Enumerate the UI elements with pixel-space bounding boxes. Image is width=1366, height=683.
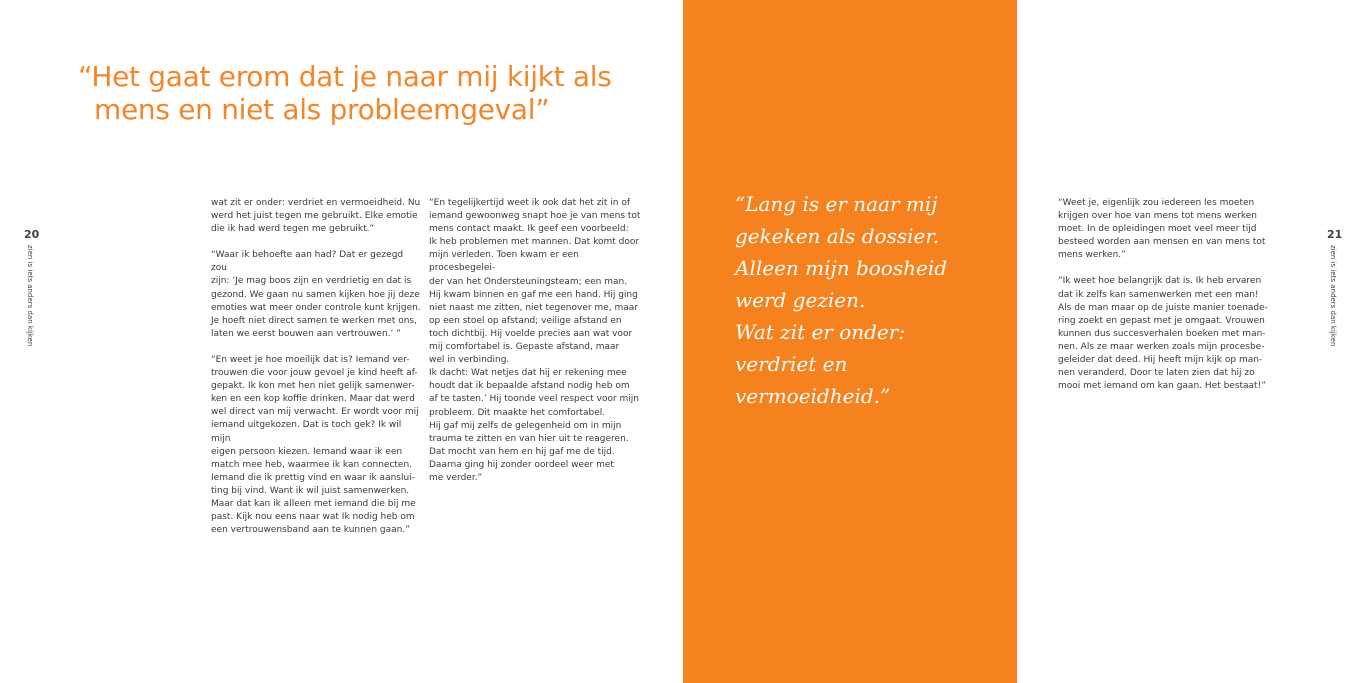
page-number-left: 20: [24, 228, 40, 241]
panel-quote-line-1: “Lang is er naar mij: [735, 192, 938, 216]
text-column-2: [429, 197, 647, 498]
running-title-left-text: zien is iets anders dan kijken: [26, 245, 34, 347]
column-2-paragraph-1: “En tegelijkertijd weet ik ook dat het zit in of iemand gewoonweg snapt hoe je van mens tot mens contact maakt. Ik geef een voorbeeld: Ik heb problemen met mannen. Dat komt door mijn verleden. Toen kwam er een procesbegelei- der van het Ondersteuningsteam; een man. Hij kwam binnen en gaf me een hand. Hij ging niet naast me zitten, niet tegenover me, maar op een stoel op afstand; veilige afstand en toch dichtbij. Hij voelde precies aan wat voor mij comfortabel is. Gepaste afstand, maar wel in verbinding. Ik dacht: Wat netjes dat hij er rekening mee houdt dat ik bepaalde afstand nodig heb om af te tasten.’ Hij toonde veel respect voor mijn probleem. Dit maakte het comfortabel. Hij gaf mij zelfs de gelegenheid om in mijn trauma te zitten en van hier uit te reageren. Dat mocht van hem en hij gaf me de tijd. Daarna ging hij zonder oordeel weer met me verder.”: [429, 198, 641, 483]
column-3-paragraph-1: “Weet je, eigenlijk zou iedereen les moeten krijgen over hoe van mens tot mens werken moet. In de opleidingen moet veel meer tijd besteed worden aan mensen en van mens tot mens werken.”: [1058, 198, 1266, 261]
running-title-right: [1329, 245, 1337, 346]
panel-quote-line-2: gekeken als dossier.: [735, 224, 940, 248]
pull-quote-line-2: mens en niet als probleemgeval”: [94, 93, 550, 126]
column-1-paragraph-1: wat zit er onder: verdriet en vermoeidheid. Nu werd het juist tegen me gebruikt. Elke emotie die ik had werd tegen me gebruikt.”: [211, 198, 421, 235]
column-1-paragraph-3: “En weet je hoe moeilijk dat is? Iemand ver- trouwen die voor jouw gevoel je kind heeft af- gepakt. Ik kon met hen niet gelijk samenwer- ken en een kop koffie drinken. Maar dat werd wel direct van mij verwacht. Er wordt voor mij iemand uitgekozen. Dat is toch gek? Ik wil mijn eigen persoon kiezen. Iemand waar ik een match mee heb, waarmee ik kan connecten. Iemand die ik prettig vind en waar ik aanslui- ting bij vind. Want ik wil juist samenwerken. Maar dat kan ik alleen met iemand die bij me past. Kijk nou eens naar wat Ik nodig heb om een vertrouwensband aan te kunnen gaan.”: [211, 354, 419, 536]
column-1-paragraph-2: “Waar ik behoefte aan had? Dat er gezegd zou zijn: ‘Je mag boos zijn en verdrietig en dat is gezond. We gaan nu samen kijken hoe jij deze emoties wat meer onder controle kunt krijgen. Je hoeft niet direct samen te werken met ons, laten we eerst bouwen aan vertrouwen.’ ”: [211, 250, 421, 339]
panel-quote-line-3: Alleen mijn boosheid: [735, 256, 948, 280]
column-3-paragraph-2: “Ik weet hoe belangrijk dat is. Ik heb ervaren dat ik zelfs kan samenwerken met een man! Als de man maar op de juiste manier toenade- ring zoekt en gepast met je omgaat. Vrouwen kunnen dus succesverhalen boeken met man- nen. Als ze maar werken zoals mijn procesbe- geleider dat deed. Hij heeft mijn kijk op man- nen veranderd. Door te laten zien dat hij zo mooi met iemand om kan gaan. Het bestaat!”: [1058, 276, 1268, 392]
running-title-left: [26, 245, 34, 346]
panel-quote-line-6: verdriet en: [735, 352, 848, 376]
panel-quote-line-4: werd gezien.: [735, 288, 866, 312]
page-number-right: 21: [1327, 228, 1343, 241]
pull-quote-line-1: “Het gaat erom dat je naar mij kijkt als: [78, 60, 612, 93]
panel-quote-line-7: vermoeidheid.”: [735, 384, 891, 408]
orange-quote-panel: [683, 0, 1017, 683]
panel-quote-line-5: Wat zit er onder:: [735, 320, 906, 344]
running-title-right-text: zien is iets anders dan kijken: [1329, 245, 1337, 347]
panel-quote: [735, 188, 1005, 412]
text-column-3: [1058, 197, 1273, 406]
text-column-1: [211, 197, 421, 550]
pull-quote-heading: [78, 60, 658, 126]
